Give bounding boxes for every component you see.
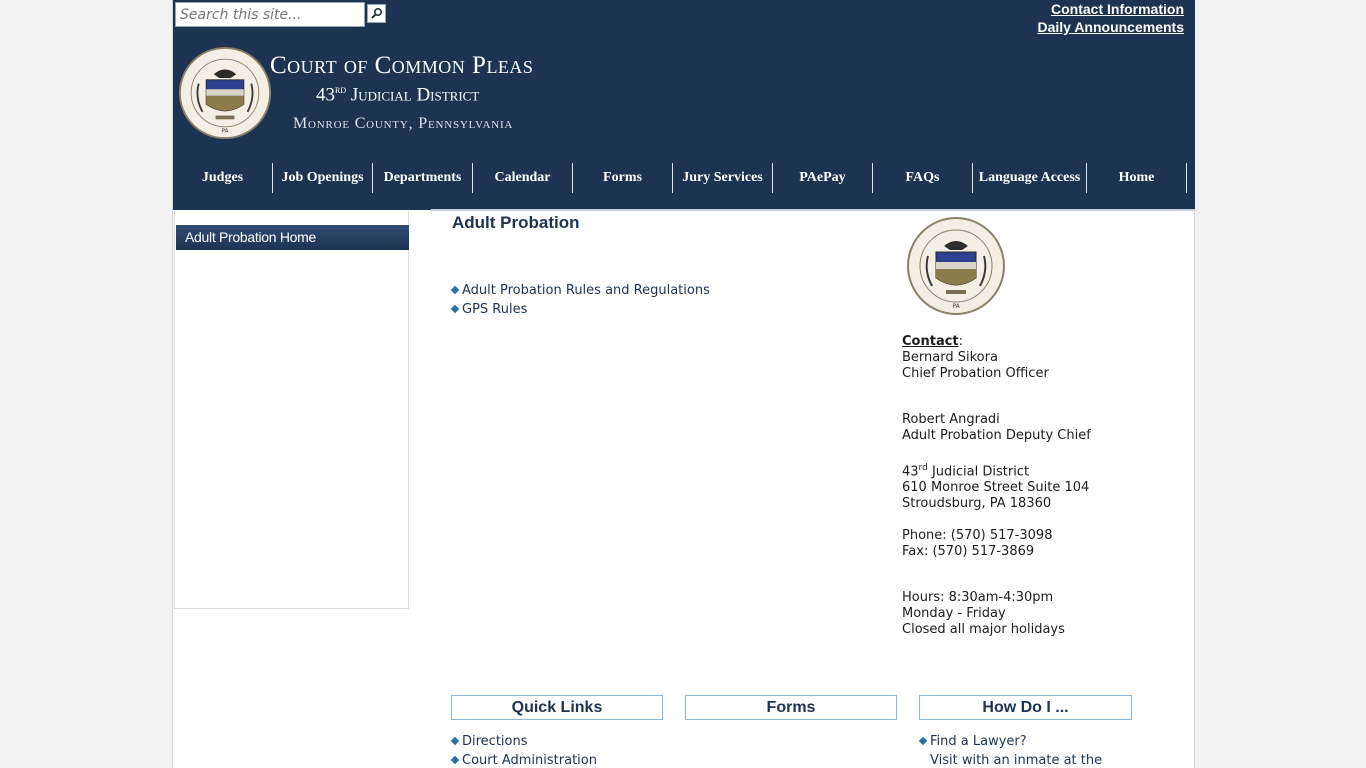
contact-days: Monday - Friday <box>902 606 1006 622</box>
list-item[interactable] <box>452 751 597 768</box>
list-item[interactable] <box>452 732 597 751</box>
nav-faqs[interactable]: FAQs <box>873 163 973 193</box>
nav-jury-services[interactable]: Jury Services <box>673 163 773 193</box>
diamond-bullet-icon <box>451 736 459 744</box>
list-item[interactable] <box>920 732 1102 751</box>
contact-person2-name: Robert Angradi <box>902 412 1000 427</box>
title-district-text: Judicial District <box>346 84 480 106</box>
contact-block <box>902 334 1091 638</box>
search-button[interactable] <box>367 4 386 23</box>
link-rules-regulations[interactable]: Adult Probation Rules and Regulations <box>462 283 710 298</box>
contact-address2: Stroudsburg, PA 18360 <box>902 496 1052 512</box>
nav-forms[interactable]: Forms <box>573 163 673 193</box>
contact-hours: Hours: 8:30am-4:30pm <box>902 590 1054 606</box>
seal2-bottom-text: PA <box>952 303 960 310</box>
link-find-a-lawyer[interactable]: Find a Lawyer? <box>930 734 1027 749</box>
contact-information-link[interactable]: Contact Information <box>1051 1 1184 17</box>
search-input[interactable] <box>175 2 365 27</box>
contact-person1-name: Bernard Sikora <box>902 350 998 365</box>
main-nav <box>173 163 1187 193</box>
title-court: Court of Common Pleas <box>270 52 534 79</box>
page-container <box>172 0 1195 768</box>
daily-announcements-link[interactable]: Daily Announcements <box>1037 19 1184 35</box>
contact-heading: Contact <box>902 334 959 349</box>
nav-language-access[interactable]: Language Access <box>973 163 1087 193</box>
how-do-i-heading: How Do I ... <box>919 695 1132 720</box>
nav-job-openings[interactable]: Job Openings <box>273 163 373 193</box>
list-item[interactable] <box>452 300 710 319</box>
contact-holidays: Closed all major holidays <box>902 622 1065 638</box>
court-seal-logo[interactable] <box>178 46 272 140</box>
contact-phone: Phone: (570) 517-3098 <box>902 528 1053 544</box>
sidebar <box>174 211 409 609</box>
nav-home[interactable]: Home <box>1087 163 1187 193</box>
court-seal-image <box>906 216 1006 316</box>
quick-links-list <box>452 732 597 768</box>
seal-bottom-text: PA <box>221 128 229 135</box>
diamond-bullet-icon <box>919 736 927 744</box>
title-district-number: 43 <box>316 84 335 106</box>
nav-departments[interactable]: Departments <box>373 163 473 193</box>
title-county: Monroe County, Pennsylvania <box>293 115 514 132</box>
header-divider <box>431 209 1195 211</box>
link-visit-inmate[interactable]: Visit with an inmate at the <box>930 753 1103 768</box>
search-icon <box>370 7 383 20</box>
nav-judges[interactable]: Judges <box>173 163 273 193</box>
title-district <box>316 84 479 106</box>
list-item[interactable] <box>452 281 710 300</box>
contact-person2-title: Adult Probation Deputy Chief <box>902 428 1091 443</box>
sidebar-item-adult-probation-home[interactable]: Adult Probation Home <box>176 225 409 250</box>
link-directions[interactable]: Directions <box>462 734 528 749</box>
page-title: Adult Probation <box>452 213 580 232</box>
nav-calendar[interactable]: Calendar <box>473 163 573 193</box>
contact-person1-title: Chief Probation Officer <box>902 366 1049 381</box>
title-district-suffix-sup: rd <box>335 84 347 96</box>
quick-links-heading: Quick Links <box>451 695 663 720</box>
link-court-administration[interactable]: Court Administration <box>462 753 597 768</box>
contact-district: 43rd Judicial District <box>902 463 1030 480</box>
diamond-bullet-icon <box>451 304 459 312</box>
link-gps-rules[interactable]: GPS Rules <box>462 302 528 317</box>
contact-heading-colon: : <box>958 334 964 349</box>
document-links <box>452 281 710 319</box>
contact-fax: Fax: (570) 517-3869 <box>902 544 1035 560</box>
top-links <box>1037 0 1184 36</box>
diamond-bullet-icon <box>451 285 459 293</box>
forms-heading: Forms <box>685 695 897 720</box>
nav-paepay[interactable]: PAePay <box>773 163 873 193</box>
contact-address1: 610 Monroe Street Suite 104 <box>902 480 1090 496</box>
diamond-bullet-icon <box>451 755 459 763</box>
how-do-i-list <box>920 732 1102 768</box>
site-header <box>173 0 1195 210</box>
